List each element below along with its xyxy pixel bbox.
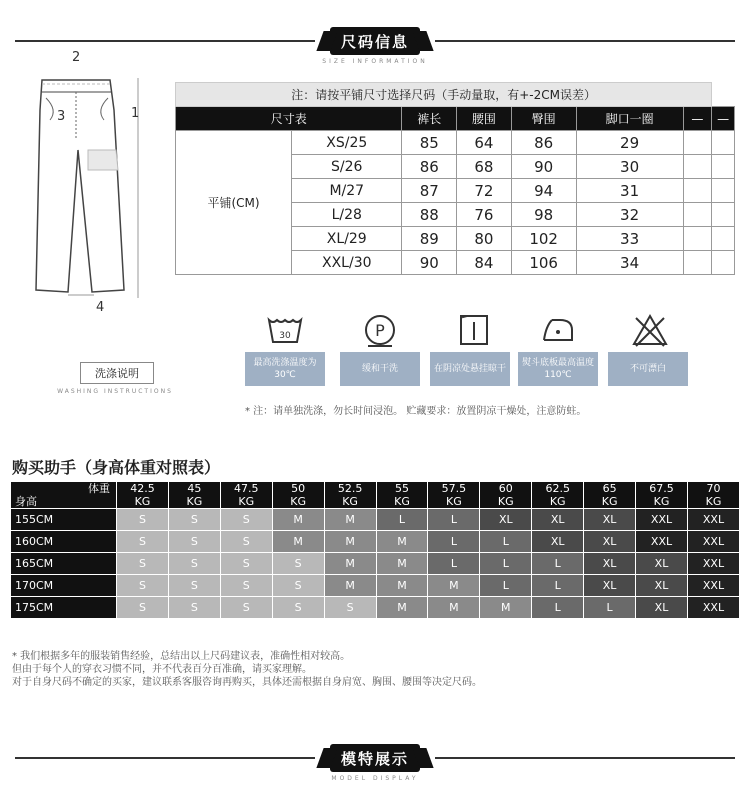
no-bleach-icon: [630, 312, 670, 348]
weight-value: 65: [602, 482, 617, 495]
weight-unit: KG: [186, 495, 203, 508]
weight-unit: KG: [290, 495, 307, 508]
svg-text:P: P: [375, 321, 385, 340]
size-recommendation-cell: XL: [636, 553, 688, 575]
section-subtitle-model: MODEL DISPLAY: [331, 775, 419, 782]
size-recommendation-cell: S: [117, 575, 169, 597]
size-table-note: 注：请按平铺尺寸选择尺码（手动量取，有+-2CM误差）: [176, 83, 712, 107]
iron-icon: [538, 312, 578, 348]
size-recommendation-cell: S: [220, 509, 272, 531]
size-value-cell: 68: [457, 155, 512, 179]
size-cell: L/28: [292, 203, 402, 227]
size-recommendation-cell: S: [220, 597, 272, 619]
wash-temp-text: 30: [279, 331, 291, 341]
size-cell: XL/29: [292, 227, 402, 251]
pants-diagram: [28, 70, 148, 310]
weight-unit: KG: [705, 495, 722, 508]
size-recommendation-cell: S: [117, 553, 169, 575]
size-recommendation-cell: M: [376, 531, 428, 553]
header-length: 裤长: [402, 107, 457, 131]
size-recommendation-cell: S: [168, 553, 220, 575]
weight-header: [117, 482, 169, 509]
size-recommendation-cell: M: [272, 509, 324, 531]
size-value-cell: 30: [576, 155, 683, 179]
divider-right-bottom: [435, 757, 735, 759]
wash-30-icon: [265, 312, 305, 348]
size-recommendation-cell: L: [428, 531, 480, 553]
wash-label-hang: 在阴凉处悬挂晾干: [430, 352, 510, 386]
size-recommendation-cell: S: [220, 531, 272, 553]
weight-value: 42.5: [130, 482, 155, 495]
weight-unit: KG: [134, 495, 151, 508]
corner-cell: [11, 482, 117, 509]
size-value-cell: 31: [576, 179, 683, 203]
size-recommendation-cell: XL: [532, 509, 584, 531]
wash-label-temp: 最高洗涤温度为30℃: [245, 352, 325, 386]
size-value-cell: 64: [457, 131, 512, 155]
weight-unit: KG: [653, 495, 670, 508]
header-waist: 腰围: [457, 107, 512, 131]
empty-cell: [683, 203, 711, 227]
disclaimer-line-3: 对于自身尺码不确定的买家，建议联系客服咨询再购买，具体还需根据自身肩宽、胸围、腰围等决定尺码。: [12, 677, 482, 688]
empty-cell: [712, 155, 735, 179]
wash-instructions-sub: WASHING INSTRUCTIONS: [57, 388, 173, 395]
helper-title: 购买助手（身高体重对照表）: [12, 458, 221, 477]
size-recommendation-cell: S: [117, 597, 169, 619]
divider-left-bottom: [15, 757, 315, 759]
size-recommendation-cell: L: [480, 531, 532, 553]
weight-unit: KG: [446, 495, 462, 508]
weight-unit: KG: [497, 495, 514, 508]
size-table: [175, 82, 735, 275]
weight-value: 67.5: [649, 482, 674, 495]
size-recommendation-cell: S: [168, 531, 220, 553]
section-title-model: 模特展示: [330, 744, 420, 772]
size-recommendation-cell: XL: [584, 531, 636, 553]
size-recommendation-cell: M: [376, 597, 428, 619]
weight-unit: KG: [549, 495, 566, 508]
size-recommendation-cell: S: [168, 575, 220, 597]
size-recommendation-cell: L: [428, 509, 480, 531]
divider-right: [435, 40, 735, 42]
weight-value: 47.5: [234, 482, 259, 495]
size-value-cell: 89: [402, 227, 457, 251]
size-recommendation-cell: XL: [480, 509, 532, 531]
weight-value: 62.5: [545, 482, 570, 495]
wash-note: * 注：请单独洗涤，勿长时间浸泡。 贮藏要求：放置阴凉干燥处，注意防蛀。: [245, 406, 587, 417]
size-recommendation-cell: M: [324, 531, 376, 553]
size-value-cell: 33: [576, 227, 683, 251]
empty-cell: [712, 203, 735, 227]
weight-header: [272, 482, 324, 509]
disclaimer-line-1: * 我们根据多年的服装销售经验，总结出以上尺码建议表，准确性相对较高。: [12, 651, 351, 662]
size-recommendation-cell: M: [272, 531, 324, 553]
size-cell: XS/25: [292, 131, 402, 155]
weight-header: [636, 482, 688, 509]
section-subtitle: SIZE INFORMATION: [322, 58, 428, 65]
size-recommendation-cell: S: [272, 575, 324, 597]
empty-cell: [683, 131, 711, 155]
size-recommendation-cell: M: [324, 509, 376, 531]
size-recommendation-cell: XXL: [687, 509, 739, 531]
empty-cell: [712, 251, 735, 275]
weight-unit: KG: [342, 495, 358, 508]
weight-value: 57.5: [441, 482, 467, 495]
weight-value: 50: [291, 482, 306, 495]
size-value-cell: 88: [402, 203, 457, 227]
size-recommendation-cell: XXL: [636, 531, 688, 553]
size-value-cell: 34: [576, 251, 683, 275]
size-value-cell: 90: [511, 155, 576, 179]
weight-axis-label: 体重: [88, 482, 110, 495]
size-recommendation-cell: M: [376, 553, 428, 575]
empty-cell: [683, 251, 711, 275]
size-recommendation-cell: XL: [584, 553, 636, 575]
weight-unit: KG: [601, 495, 618, 508]
size-recommendation-cell: XL: [532, 531, 584, 553]
size-recommendation-cell: M: [376, 575, 428, 597]
wash-label-dryclean: 缓和干洗: [340, 352, 420, 386]
weight-value: 60: [498, 482, 513, 495]
height-label: 175CM: [11, 597, 117, 619]
size-value-cell: 80: [457, 227, 512, 251]
size-recommendation-cell: L: [532, 553, 584, 575]
weight-header: [687, 482, 739, 509]
size-recommendation-cell: S: [168, 597, 220, 619]
disclaimer: [12, 650, 482, 689]
measure-label-3: 3: [57, 109, 66, 124]
size-value-cell: 90: [402, 251, 457, 275]
size-value-cell: 72: [457, 179, 512, 203]
size-recommendation-cell: XXL: [687, 597, 739, 619]
size-recommendation-cell: M: [428, 575, 480, 597]
size-recommendation-cell: S: [220, 553, 272, 575]
height-axis-label: 身高: [15, 495, 37, 508]
size-recommendation-cell: XL: [584, 575, 636, 597]
size-recommendation-cell: L: [480, 575, 532, 597]
weight-header: [480, 482, 532, 509]
size-value-cell: 87: [402, 179, 457, 203]
section-title-size-info: 尺码信息: [330, 27, 420, 55]
header-blank-1: —: [683, 107, 711, 131]
size-recommendation-cell: S: [220, 575, 272, 597]
size-recommendation-cell: S: [272, 597, 324, 619]
header-hip: 臀围: [511, 107, 576, 131]
size-value-cell: 102: [511, 227, 576, 251]
weight-unit: KG: [394, 495, 410, 508]
size-value-cell: 32: [576, 203, 683, 227]
size-recommendation-cell: XXL: [687, 575, 739, 597]
wash-label-nobleach: 不可漂白: [608, 352, 688, 386]
weight-header: [428, 482, 480, 509]
size-recommendation-cell: S: [117, 531, 169, 553]
size-value-cell: 94: [511, 179, 576, 203]
wash-label-iron: 熨斗底板最高温度110℃: [518, 352, 598, 386]
header-blank-2: —: [712, 107, 735, 131]
size-recommendation-cell: L: [532, 597, 584, 619]
height-label: 160CM: [11, 531, 117, 553]
measure-label-2: 2: [72, 50, 81, 65]
size-recommendation-cell: M: [480, 597, 532, 619]
size-cell: M/27: [292, 179, 402, 203]
size-recommendation-cell: M: [428, 597, 480, 619]
height-label: 170CM: [11, 575, 117, 597]
weight-header: [324, 482, 376, 509]
size-recommendation-cell: S: [324, 597, 376, 619]
measure-label-4: 4: [96, 300, 105, 315]
size-value-cell: 106: [511, 251, 576, 275]
size-recommendation-cell: S: [117, 509, 169, 531]
size-recommendation-cell: L: [428, 553, 480, 575]
size-recommendation-cell: M: [324, 575, 376, 597]
size-value-cell: 85: [402, 131, 457, 155]
size-recommendation-cell: XL: [636, 575, 688, 597]
weight-value: 45: [187, 482, 202, 495]
weight-value: 55: [394, 482, 409, 495]
size-value-cell: 86: [402, 155, 457, 179]
size-recommendation-cell: XXL: [687, 531, 739, 553]
size-value-cell: 86: [511, 131, 576, 155]
empty-cell: [712, 227, 735, 251]
size-cell: XXL/30: [292, 251, 402, 275]
empty-cell: [683, 179, 711, 203]
size-recommendation-cell: L: [376, 509, 428, 531]
size-cell: S/26: [292, 155, 402, 179]
height-label: 165CM: [11, 553, 117, 575]
size-recommendation-cell: S: [168, 509, 220, 531]
weight-header: [220, 482, 272, 509]
empty-cell: [683, 155, 711, 179]
height-label: 155CM: [11, 509, 117, 531]
size-recommendation-cell: S: [272, 553, 324, 575]
weight-header: [584, 482, 636, 509]
measure-label-1: 1: [131, 106, 140, 121]
size-recommendation-cell: L: [480, 553, 532, 575]
height-weight-table: [10, 481, 740, 619]
size-recommendation-cell: XL: [584, 509, 636, 531]
hang-dry-icon: [455, 312, 495, 348]
size-recommendation-cell: XXL: [636, 509, 688, 531]
weight-unit: KG: [238, 495, 255, 508]
wash-instructions-label: 洗涤说明: [80, 362, 154, 384]
weight-header: [532, 482, 584, 509]
weight-header: [376, 482, 428, 509]
size-value-cell: 98: [511, 203, 576, 227]
empty-cell: [683, 227, 711, 251]
size-value-cell: 76: [457, 203, 512, 227]
header-hem: 脚口一圈: [576, 107, 683, 131]
weight-value: 52.5: [337, 482, 363, 495]
disclaimer-line-2: 但由于每个人的穿衣习惯不同，并不代表百分百准确，请买家理解。: [12, 664, 312, 675]
empty-cell: [712, 131, 735, 155]
dry-clean-icon: [360, 312, 400, 348]
size-value-cell: 84: [457, 251, 512, 275]
size-recommendation-cell: M: [324, 553, 376, 575]
size-value-cell: 29: [576, 131, 683, 155]
size-recommendation-cell: L: [584, 597, 636, 619]
divider-left: [15, 40, 315, 42]
side-label: 平铺(CM): [176, 131, 292, 275]
weight-value: 70: [706, 482, 721, 495]
size-recommendation-cell: XXL: [687, 553, 739, 575]
size-recommendation-cell: L: [532, 575, 584, 597]
weight-header: [168, 482, 220, 509]
size-recommendation-cell: XL: [636, 597, 688, 619]
empty-cell: [712, 179, 735, 203]
header-size: 尺寸表: [176, 107, 402, 131]
